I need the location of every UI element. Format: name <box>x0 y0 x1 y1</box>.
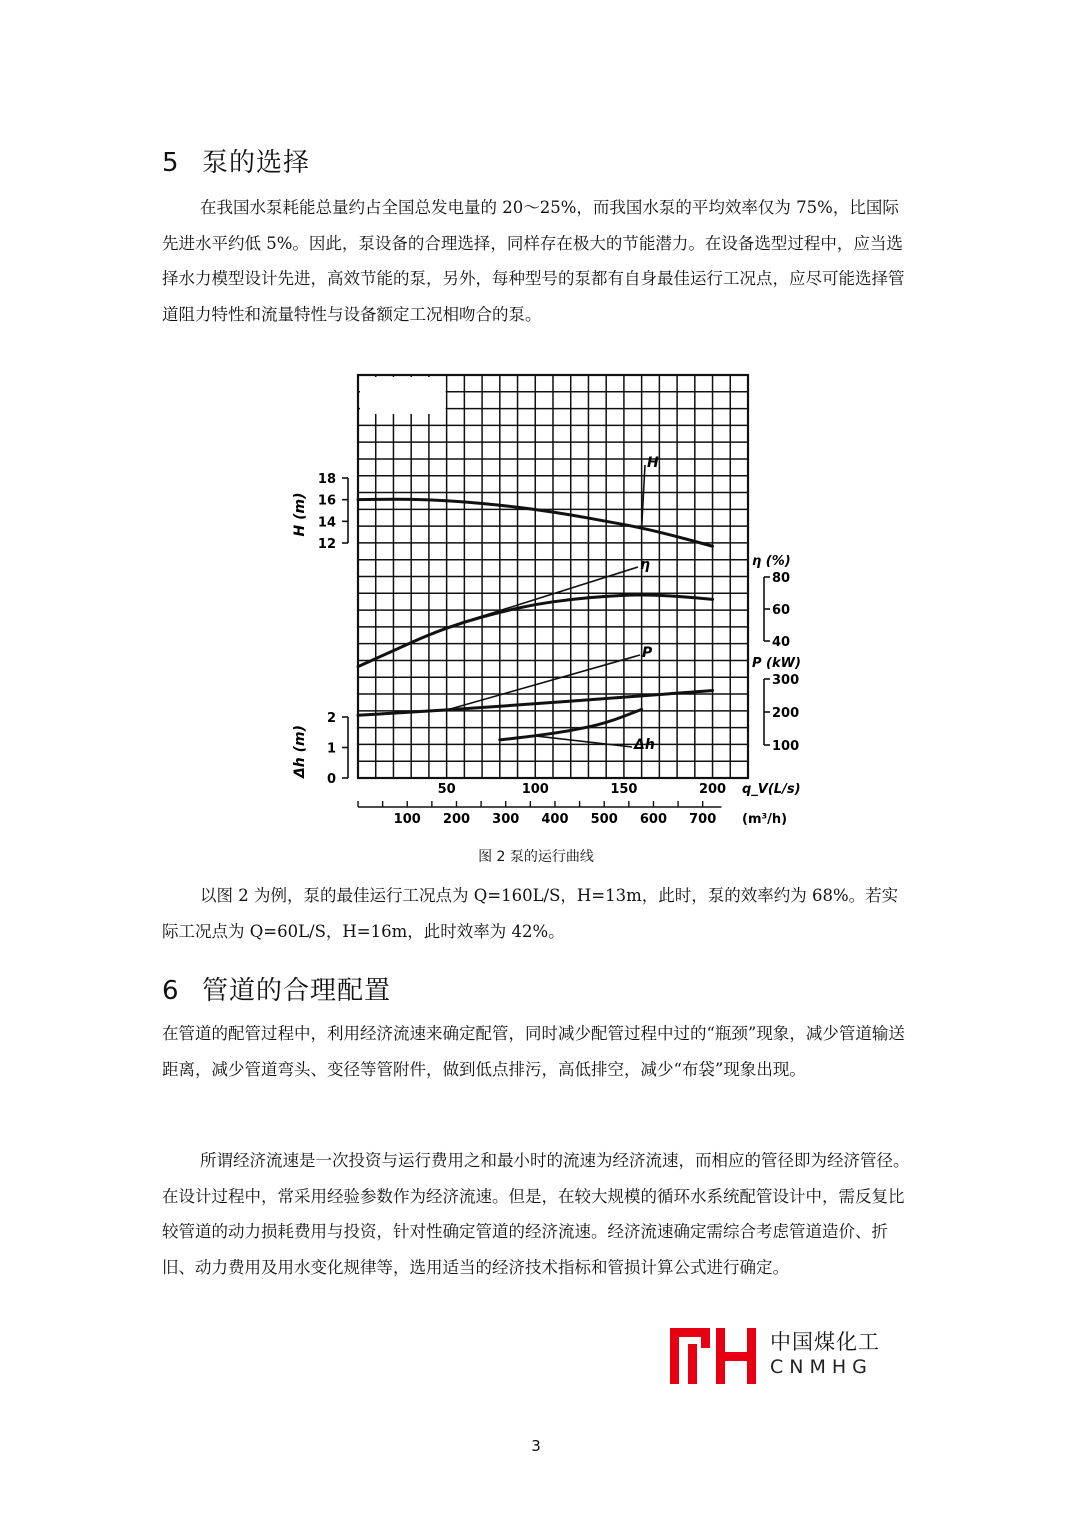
section-5-heading <box>162 142 310 179</box>
x-axis-title: q_V(L/s) <box>742 782 801 797</box>
figure-caption: 图 2 泵的运行曲线 <box>478 849 594 865</box>
section-number: 5 <box>162 148 180 178</box>
axis-tick-label: 16 <box>317 493 336 509</box>
x-tick-label: 150 <box>610 782 638 797</box>
section-6-paragraph-1: 在管道的配管过程中，利用经济流速来确定配管，同时减少配管过程中过的“瓶颈”现象，减少管道输送距离，减少管道弯头、变径等管附件，做到低点排污，高低排空，减少“布袋”现象出现。 <box>162 1024 905 1079</box>
axis-tick-label: 14 <box>317 515 336 531</box>
axis-tick-label: 2 <box>326 711 336 726</box>
secondary-x-tick-label: 200 <box>442 812 471 827</box>
series-leader-Δh <box>535 736 632 747</box>
x-tick-label: 50 <box>437 782 456 797</box>
axis-title: η (%) <box>752 554 791 569</box>
axis-tick-label: 60 <box>772 603 791 618</box>
section-6-heading <box>162 970 391 1007</box>
page-number: 3 <box>531 1437 541 1455</box>
pump-curve-figure <box>290 365 820 830</box>
axis-tick-label: 40 <box>772 635 791 650</box>
section-title: 管道的合理配置 <box>202 976 392 1006</box>
axis-tick-label: 300 <box>772 673 800 688</box>
series-label-H: H <box>647 455 659 471</box>
axis-tick-label: 200 <box>772 706 800 721</box>
logo-chinese-text: 中国煤化工 <box>770 1330 880 1354</box>
x-tick-label: 100 <box>521 782 549 797</box>
axis-tick-label: 1 <box>326 741 336 757</box>
series-label-η: η <box>640 557 650 573</box>
figure-paragraph: 以图 2 为例，泵的最佳运行工况点为 Q=160L/S，H=13m，此时，泵的效率约为 68%。若实际工况点为 Q=60L/S，H=16m，此时效率为 42%。 <box>162 886 899 941</box>
secondary-x-tick-label: 400 <box>541 812 569 827</box>
secondary-x-tick-label: 300 <box>492 812 520 827</box>
pump-curve-chart <box>290 365 820 830</box>
axis-tick-label: 12 <box>317 537 336 552</box>
section-5-paragraph: 在我国水泵耗能总量约占全国总发电量的 20～25%，而我国水泵的平均效率仅为 75%，比国际先进水平约低 5%。因此，泵设备的合理选择，同样存在极大的节能潜力。在设备选型过程中，应当选择水力模型设计先进，高效节能的泵，另外，每种型号的泵都有自身最佳运行工况点，应尽可能选择管道阻力特性和流量特性与设备额定工况相吻合的泵。 <box>162 198 905 324</box>
secondary-x-tick-label: 500 <box>590 812 618 827</box>
section-number: 6 <box>162 976 180 1006</box>
axis-tick-label: 0 <box>326 772 336 787</box>
section-title: 泵的选择 <box>202 148 311 178</box>
secondary-x-tick-label: 100 <box>393 812 421 827</box>
axis-title: P (kW) <box>752 656 801 671</box>
series-leader-η <box>464 567 638 622</box>
series-label-Δh: Δh <box>634 737 655 753</box>
axis-title: Δh (m) <box>292 724 308 779</box>
series-label-P: P <box>642 645 653 661</box>
axis-title: H (m) <box>292 492 308 537</box>
axis-tick-label: 100 <box>772 739 800 754</box>
logo-english-text: CNMHG <box>770 1356 873 1378</box>
secondary-x-tick-label: 700 <box>689 812 717 827</box>
header-patch <box>360 377 446 414</box>
secondary-x-axis-title: (m³/h) <box>742 812 788 827</box>
section-6-paragraph-2: 所谓经济流速是一次投资与运行费用之和最小时的流速为经济流速，而相应的管径即为经济管径。在设计过程中，常采用经验参数作为经济流速。但是，在较大规模的循环水系统配管设计中，需反复比较管道的动力损耗费用与投资，针对性确定管道的经济流速。经济流速确定需综合考虑管道造价、折旧、动力费用及用水变化规律等，选用适当的经济技术指标和管损计算公式进行确定。 <box>162 1151 910 1277</box>
axis-tick-label: 18 <box>317 472 336 487</box>
x-tick-label: 200 <box>698 782 727 797</box>
secondary-x-tick-label: 600 <box>639 812 668 827</box>
axis-tick-label: 80 <box>772 571 791 586</box>
